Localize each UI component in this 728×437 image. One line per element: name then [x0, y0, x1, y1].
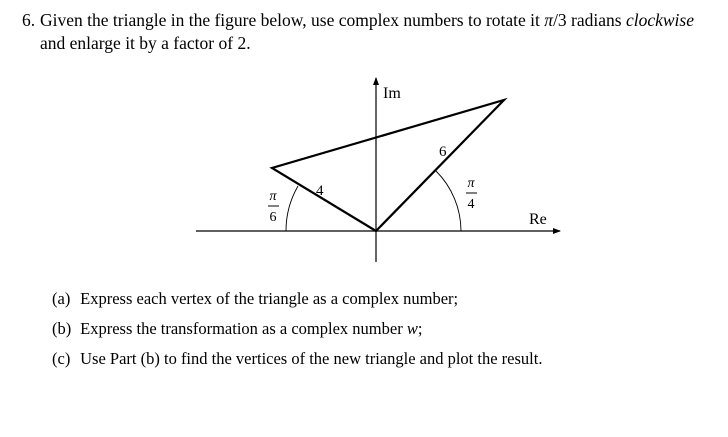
part-c [52, 349, 542, 379]
angle-left-denominator: 6 [269, 210, 277, 225]
angle-arc-left [286, 186, 298, 231]
problem-text-b: /3 radians [553, 10, 626, 30]
side-label-right: 6 [439, 144, 447, 160]
part-b [52, 319, 542, 349]
angle-right-numerator: π [467, 176, 475, 191]
part-b-text: Express the transformation as a complex number [80, 319, 407, 338]
problem-line-2: and enlarge it by a factor of 2. [40, 33, 251, 53]
part-a-label: (a) [52, 289, 71, 308]
real-axis-label: Re [529, 211, 547, 228]
part-a-text: Express each vertex of the triangle as a complex number; [80, 289, 459, 308]
part-b-text-end: ; [417, 319, 423, 338]
part-a [52, 289, 542, 319]
angle-arc-right [436, 171, 461, 231]
problem-number: 6. [22, 10, 36, 30]
part-c-label: (c) [52, 349, 71, 368]
pi-symbol: π [544, 10, 554, 30]
sub-questions [52, 289, 542, 379]
problem-text-a: Given the triangle in the figure below, use complex numbers to rotate it [40, 10, 545, 30]
side-label-left: 4 [316, 183, 324, 199]
part-b-variable: w [406, 319, 418, 338]
part-b-label: (b) [52, 319, 72, 338]
angle-left-numerator: π [269, 189, 277, 204]
imaginary-axis-label: Im [383, 85, 401, 102]
part-c-text: Use Part (b) to find the vertices of the new triangle and plot the result. [80, 349, 543, 368]
direction-word: clockwise [625, 10, 694, 30]
angle-right-denominator: 4 [467, 197, 475, 212]
